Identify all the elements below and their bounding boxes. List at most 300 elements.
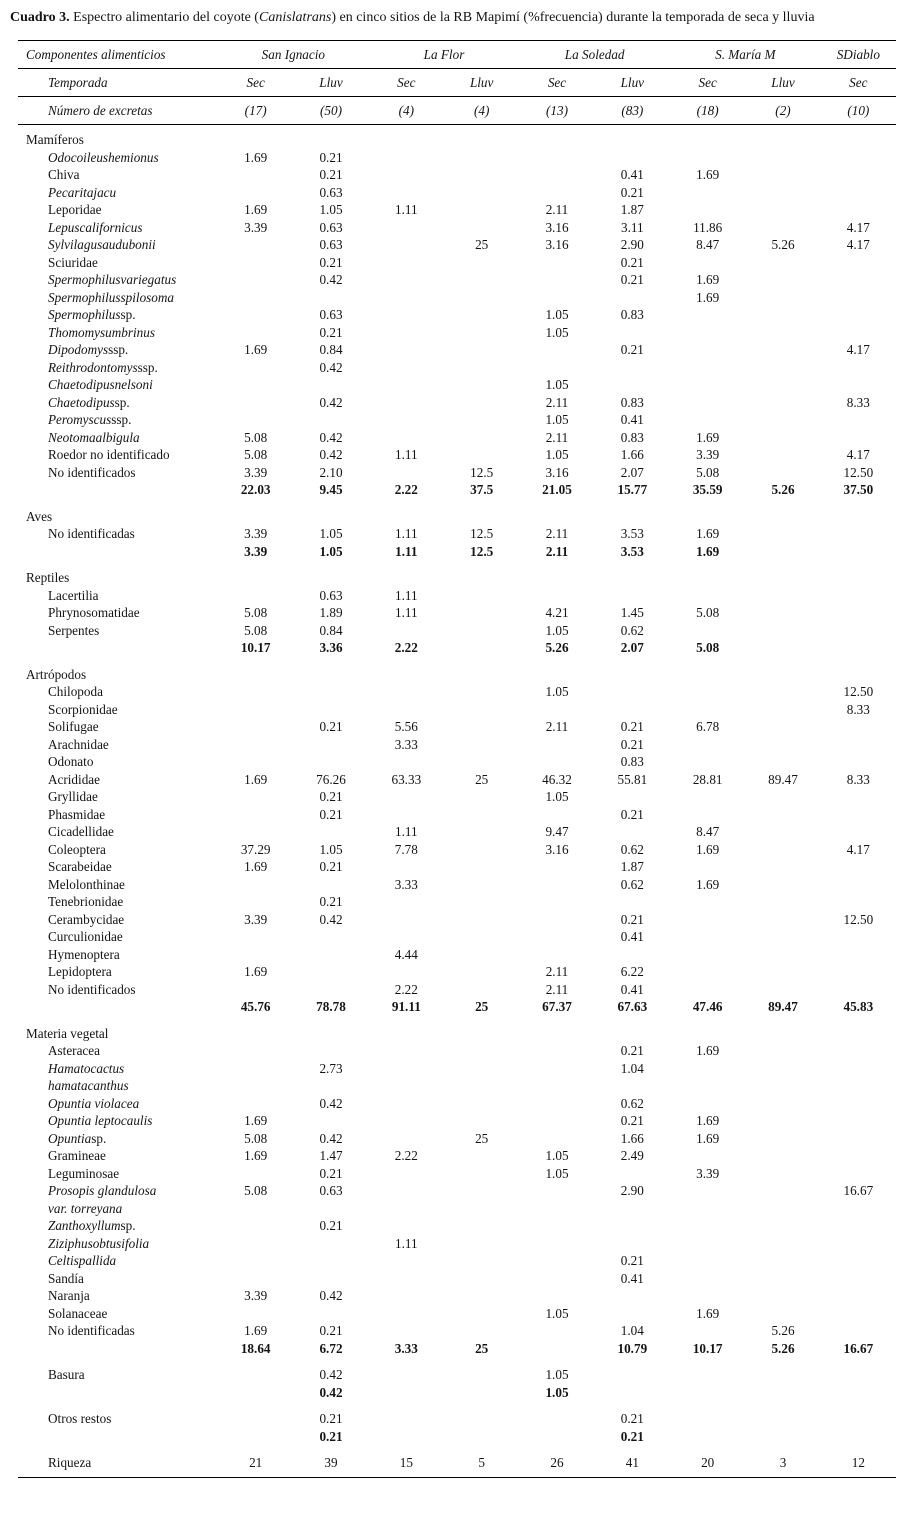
- frequency-value: 0.41: [620, 412, 644, 427]
- frequency-value: 67.63: [617, 999, 648, 1014]
- frequency-value: 10.17: [240, 640, 271, 655]
- subtotal-row: [18, 998, 896, 1016]
- frequency-value: 20: [701, 1455, 715, 1470]
- frequency-value: 3.33: [394, 876, 418, 892]
- frequency-value: 1.69: [244, 342, 268, 357]
- frequency-value: 0.21: [319, 1165, 343, 1181]
- frequency-value: 1.11: [395, 202, 418, 217]
- item-row: [18, 1147, 896, 1165]
- frequency-value: 5.08: [244, 622, 268, 638]
- caption-number: Cuadro 3.: [10, 10, 70, 25]
- excreta-count: (10): [847, 103, 870, 118]
- component-label: [18, 394, 218, 412]
- component-name: Sandía: [48, 1270, 84, 1286]
- frequency-value: 2.11: [545, 526, 569, 541]
- frequency-value: 0.42: [319, 1384, 343, 1400]
- component-name: Sylvilagusaudubonii: [48, 237, 156, 252]
- component-name: Curculionidae: [48, 929, 123, 944]
- frequency-value: 1.87: [620, 202, 644, 217]
- component-label: [18, 771, 218, 789]
- item-row: [18, 946, 896, 964]
- item-row: [18, 753, 896, 771]
- component-name: Chilopoda: [48, 684, 103, 699]
- frequency-value: 0.42: [319, 1367, 343, 1382]
- frequency-value: 0.21: [319, 859, 343, 874]
- component-name: Materia vegetal: [26, 1025, 109, 1041]
- frequency-value: 0.42: [319, 272, 343, 287]
- component-label: [18, 911, 218, 929]
- frequency-value: 21: [249, 1455, 263, 1470]
- frequency-value: 5.26: [545, 640, 569, 655]
- season-header: Lluv: [319, 75, 343, 90]
- frequency-value: 16.67: [843, 1183, 874, 1198]
- frequency-value: 0.83: [620, 754, 644, 769]
- frequency-value: 0.21: [319, 1323, 343, 1338]
- frequency-value: 0.63: [319, 1183, 343, 1198]
- component-name: Solanaceae: [48, 1305, 108, 1321]
- subtotal-row: [18, 639, 896, 657]
- item-row: [18, 254, 896, 272]
- frequency-value: 25: [475, 771, 489, 787]
- item-row: [18, 236, 896, 254]
- component-name: Chaetodipusnelsoni: [48, 377, 153, 392]
- component-name: Scorpionidae: [48, 701, 118, 717]
- subtotal-row: [18, 543, 896, 561]
- frequency-value: 37.29: [240, 841, 271, 857]
- season-header: Sec: [849, 75, 868, 90]
- frequency-value: 2.10: [319, 464, 343, 480]
- component-name: Ziziphusobtusifolia: [48, 1235, 150, 1251]
- frequency-value: 39: [324, 1455, 338, 1470]
- component-name: Acrididae: [48, 771, 100, 787]
- frequency-value: 1.69: [696, 1113, 720, 1128]
- frequency-value: 55.81: [617, 771, 648, 787]
- frequency-value: 12.50: [843, 684, 874, 699]
- season-header: Sec: [698, 75, 717, 90]
- component-name: Opuntia violacea: [48, 1095, 140, 1111]
- group-row: [18, 131, 896, 149]
- component-name: Chaetodipussp.: [48, 394, 130, 410]
- item-row: [18, 771, 896, 789]
- frequency-value: 2.11: [545, 981, 569, 997]
- frequency-value: 5.08: [696, 605, 720, 620]
- component-name: Arachnidae: [48, 736, 109, 752]
- frequency-value: 0.42: [319, 447, 343, 462]
- item-row: [18, 604, 896, 622]
- frequency-value: 6.22: [620, 964, 644, 979]
- frequency-value: 78.78: [316, 999, 346, 1014]
- excreta-count: (17): [244, 103, 267, 118]
- frequency-value: 5.08: [244, 447, 268, 462]
- frequency-value: 41: [625, 1455, 639, 1470]
- item-row: [18, 1217, 896, 1235]
- component-label: [18, 166, 218, 184]
- frequency-value: 4.17: [846, 841, 870, 857]
- frequency-value: 0.21: [319, 1428, 343, 1444]
- frequency-value: 47.46: [692, 999, 723, 1014]
- component-label: [18, 429, 218, 447]
- frequency-value: 0.21: [620, 1253, 644, 1268]
- frequency-value: 5.26: [771, 1340, 795, 1356]
- frequency-value: 3.39: [244, 1288, 268, 1303]
- header-row-excretas: [18, 97, 896, 125]
- frequency-value: 0.21: [319, 1411, 343, 1426]
- item-row: [18, 1042, 896, 1060]
- frequency-value: 46.32: [542, 771, 572, 787]
- frequency-value: 1.69: [696, 272, 720, 287]
- excreta-count: (4): [473, 103, 490, 118]
- excreta-count: (4): [398, 103, 415, 118]
- frequency-value: 0.41: [620, 981, 644, 997]
- frequency-value: 1.69: [696, 1043, 720, 1058]
- frequency-value: 5.08: [244, 605, 268, 620]
- item-row: [18, 622, 896, 640]
- excreta-count: (2): [775, 103, 791, 118]
- component-name: Mamíferos: [26, 132, 84, 147]
- frequency-value: 1.69: [244, 771, 268, 787]
- item-row: [18, 893, 896, 911]
- caption-text-2: ) en cinco sitios de la RB Mapimí (%frecuencia) durante la temporada de seca y lluvia: [331, 10, 815, 25]
- frequency-value: 1.69: [696, 543, 720, 559]
- component-label: [18, 525, 218, 543]
- site-header: La Soledad: [564, 47, 625, 62]
- component-name: Cicadellidae: [48, 824, 114, 839]
- frequency-value: 0.21: [620, 272, 644, 287]
- component-label: [18, 219, 218, 237]
- frequency-value: 5.26: [771, 237, 795, 252]
- frequency-value: 3.39: [244, 464, 268, 480]
- component-name: Opuntia leptocaulis: [48, 1113, 153, 1128]
- component-label: [18, 376, 218, 394]
- frequency-value: 0.21: [620, 1113, 644, 1128]
- frequency-value: 0.21: [319, 719, 343, 734]
- frequency-value: 0.21: [620, 1043, 644, 1058]
- component-name: No identificados: [48, 981, 136, 997]
- frequency-value: 8.47: [696, 824, 720, 839]
- frequency-value: 1.05: [545, 684, 569, 699]
- frequency-value: 25: [475, 1130, 489, 1146]
- frequency-value: 2.11: [545, 202, 569, 217]
- site-header: San Ignacio: [261, 47, 326, 62]
- item-row: [18, 394, 896, 412]
- component-label: [18, 1147, 218, 1165]
- component-label: [18, 306, 218, 324]
- frequency-value: 0.21: [319, 324, 343, 340]
- frequency-value: 2.11: [545, 429, 569, 445]
- component-name: Phrynosomatidae: [48, 605, 140, 620]
- component-label: [18, 201, 218, 219]
- component-name: Lepuscalifornicus: [48, 219, 143, 235]
- component-name: Spermophilusvariegatus: [48, 272, 177, 287]
- frequency-value: 1.05: [319, 526, 343, 541]
- frequency-value: 22.03: [240, 482, 271, 497]
- frequency-value: 1.05: [545, 1367, 569, 1382]
- component-name: Hamatocactus: [48, 1060, 125, 1076]
- item-row: [18, 1182, 896, 1217]
- component-name: Pecaritajacu: [48, 184, 117, 200]
- frequency-value: 76.26: [316, 771, 346, 787]
- frequency-value: 5.08: [244, 1183, 268, 1198]
- frequency-value: 0.83: [620, 394, 644, 410]
- frequency-value: 1.11: [395, 447, 418, 462]
- frequency-value: 2.49: [620, 1148, 644, 1163]
- frequency-value: 1.05: [545, 789, 569, 804]
- component-name: Tenebrionidae: [48, 894, 124, 909]
- component-label: [18, 446, 218, 464]
- frequency-value: 1.05: [545, 622, 569, 638]
- frequency-value: 1.04: [620, 1323, 644, 1338]
- frequency-value: 11.86: [693, 219, 723, 235]
- item-row: [18, 1095, 896, 1113]
- frequency-value: 0.21: [319, 149, 343, 165]
- component-name: Dipodomysssp.: [48, 342, 129, 357]
- component-label: [18, 184, 218, 202]
- component-name-line2: hamatacanthus: [48, 1078, 129, 1093]
- frequency-value: 89.47: [768, 999, 798, 1014]
- frequency-value: 35.59: [692, 482, 723, 497]
- item-row: [18, 289, 896, 307]
- frequency-value: 3.39: [696, 1165, 720, 1181]
- frequency-value: 0.41: [620, 167, 644, 182]
- component-label: [18, 1410, 218, 1428]
- frequency-value: 1.05: [545, 412, 569, 427]
- frequency-value: 12: [851, 1455, 865, 1470]
- item-row: [18, 858, 896, 876]
- frequency-value: 8.47: [696, 237, 720, 252]
- frequency-value: 0.21: [319, 1218, 343, 1233]
- diet-spectrum-table: [18, 40, 896, 1478]
- subtotal-row: [18, 1428, 896, 1446]
- item-row: [18, 1235, 896, 1253]
- frequency-value: 3.39: [244, 219, 268, 235]
- item-row: [18, 429, 896, 447]
- component-label: [18, 823, 218, 841]
- frequency-value: 3.11: [621, 219, 644, 235]
- component-name-line2: var. torreyana: [48, 1200, 123, 1216]
- item-row: [18, 928, 896, 946]
- frequency-value: 25: [475, 1340, 489, 1356]
- item-row: [18, 841, 896, 859]
- component-label: [18, 981, 218, 999]
- component-label: [18, 666, 218, 684]
- item-row: [18, 271, 896, 289]
- excreta-count: (13): [546, 103, 568, 118]
- frequency-value: 0.62: [620, 622, 644, 638]
- component-label: [18, 736, 218, 754]
- item-row: [18, 376, 896, 394]
- component-name: Celtispallida: [48, 1253, 117, 1268]
- component-name: Prosopis glandulosa: [48, 1183, 157, 1198]
- frequency-value: 0.63: [319, 219, 343, 235]
- item-row: [18, 446, 896, 464]
- group-row: [18, 569, 896, 587]
- site-header: SDiablo: [836, 47, 880, 62]
- frequency-value: 1.05: [545, 447, 569, 462]
- excreta-count: (83): [621, 103, 644, 118]
- component-label: [18, 841, 218, 859]
- frequency-value: 1.11: [395, 605, 418, 620]
- component-name: No identificadas: [48, 1323, 135, 1338]
- item-row: [18, 683, 896, 701]
- frequency-value: 1.69: [244, 1113, 268, 1128]
- frequency-value: 3.39: [244, 526, 268, 541]
- component-name: Serpentes: [48, 622, 100, 638]
- component-name: Asteracea: [48, 1043, 100, 1058]
- component-label: [18, 1130, 218, 1148]
- header-row-seasons: [18, 69, 896, 97]
- frequency-value: 0.84: [319, 622, 343, 638]
- component-name: Gramineae: [48, 1148, 106, 1163]
- item-row: [18, 1287, 896, 1305]
- frequency-value: 45.76: [240, 999, 271, 1014]
- frequency-value: 5.08: [696, 464, 720, 480]
- component-label: [18, 1025, 218, 1043]
- frequency-value: 3.39: [244, 543, 268, 559]
- frequency-value: 1.69: [244, 859, 268, 874]
- frequency-value: 2.11: [545, 394, 569, 410]
- component-name: Lacertilia: [48, 587, 99, 603]
- frequency-value: 1.45: [620, 605, 644, 620]
- frequency-value: 1.69: [244, 1148, 268, 1163]
- component-label: [18, 324, 218, 342]
- item-row: [18, 1252, 896, 1270]
- component-name: Melolonthinae: [48, 876, 125, 892]
- frequency-value: 1.69: [244, 1323, 268, 1338]
- frequency-value: 1.66: [620, 447, 644, 462]
- item-row: [18, 1165, 896, 1183]
- table-caption: [10, 5, 906, 30]
- frequency-value: 0.83: [620, 429, 644, 445]
- frequency-value: 0.42: [319, 429, 343, 445]
- frequency-value: 3.39: [244, 911, 268, 927]
- frequency-value: 45.83: [843, 999, 874, 1014]
- frequency-value: 9.47: [545, 824, 569, 839]
- frequency-value: 2.11: [545, 719, 569, 734]
- component-label: [18, 1366, 218, 1384]
- frequency-value: 4.17: [846, 219, 870, 235]
- frequency-value: 3: [779, 1455, 787, 1470]
- caption-text-1: Espectro alimentario del coyote (: [69, 10, 259, 25]
- component-label: [18, 604, 218, 622]
- frequency-value: 4.17: [846, 237, 870, 252]
- frequency-value: 26: [550, 1455, 564, 1470]
- component-label: [18, 963, 218, 981]
- component-label: [18, 1252, 218, 1270]
- site-header: S. María M: [715, 47, 776, 62]
- frequency-value: 5.26: [771, 1323, 795, 1338]
- component-name: Cerambycidae: [48, 911, 125, 927]
- frequency-value: 1.69: [244, 964, 268, 979]
- item-row: [18, 525, 896, 543]
- frequency-value: 2.11: [545, 964, 569, 979]
- item-row: [18, 718, 896, 736]
- season-header: Sec: [397, 75, 416, 90]
- component-name: No identificadas: [48, 526, 135, 541]
- item-row: [18, 701, 896, 719]
- frequency-value: 2.22: [394, 482, 418, 497]
- item-row: [18, 1322, 896, 1340]
- frequency-value: 1.05: [545, 307, 569, 322]
- frequency-value: 1.11: [395, 526, 418, 541]
- frequency-value: 0.21: [319, 806, 343, 822]
- frequency-value: 12.50: [843, 911, 874, 927]
- frequency-value: 37.50: [843, 482, 874, 497]
- component-label: [18, 464, 218, 482]
- frequency-value: 28.81: [692, 771, 723, 787]
- frequency-value: 1.69: [696, 841, 720, 857]
- group-row: [18, 666, 896, 684]
- subtotal-row: [18, 481, 896, 499]
- component-name: Odocoileushemionus: [48, 149, 159, 165]
- frequency-value: 3.53: [620, 526, 644, 541]
- frequency-value: 0.84: [319, 342, 343, 357]
- component-name: Coleoptera: [48, 841, 106, 857]
- frequency-value: 0.21: [620, 806, 644, 822]
- component-name: Basura: [48, 1367, 85, 1382]
- component-name: Roedor no identificado: [48, 447, 170, 462]
- item-row: [18, 823, 896, 841]
- frequency-value: 4.21: [545, 605, 569, 620]
- component-label: [18, 806, 218, 824]
- component-label: [18, 254, 218, 272]
- frequency-value: 37.5: [470, 482, 494, 497]
- frequency-value: 21.05: [542, 482, 572, 497]
- frequency-value: 12.50: [843, 464, 874, 480]
- item-row: [18, 981, 896, 999]
- component-label: [18, 271, 218, 289]
- item-row: [18, 788, 896, 806]
- frequency-value: 1.89: [319, 605, 343, 620]
- frequency-value: 2.22: [394, 1148, 418, 1163]
- frequency-value: 5.08: [244, 429, 268, 445]
- component-label: [18, 622, 218, 640]
- frequency-value: 5: [478, 1455, 485, 1470]
- component-name: Neotomaalbigula: [48, 429, 140, 445]
- frequency-value: 0.63: [319, 184, 343, 200]
- component-label: [18, 236, 218, 254]
- frequency-value: 1.11: [395, 587, 418, 603]
- frequency-value: 0.21: [319, 167, 343, 182]
- frequency-value: 63.33: [391, 771, 422, 787]
- frequency-value: 1.69: [696, 1130, 720, 1146]
- season-header: Lluv: [771, 75, 795, 90]
- frequency-value: 3.53: [620, 543, 644, 559]
- component-label: [18, 1454, 218, 1472]
- frequency-value: 1.05: [545, 1148, 569, 1163]
- component-label: [18, 701, 218, 719]
- frequency-value: 0.21: [620, 719, 644, 734]
- frequency-value: 3.16: [545, 237, 569, 252]
- component-label: [18, 508, 218, 526]
- component-label: [18, 1112, 218, 1130]
- component-name: Leporidae: [48, 202, 102, 217]
- frequency-value: 2.11: [545, 543, 569, 559]
- site-header: La Flor: [423, 47, 465, 62]
- item-row: [18, 219, 896, 237]
- frequency-value: 91.11: [391, 999, 421, 1014]
- frequency-value: 1.69: [696, 167, 720, 182]
- frequency-value: 3.33: [394, 1340, 418, 1356]
- frequency-value: 1.04: [620, 1060, 644, 1076]
- component-label: [18, 1287, 218, 1305]
- component-name: Sciuridae: [48, 254, 98, 270]
- frequency-value: 10.79: [617, 1340, 648, 1356]
- frequency-value: 3.16: [545, 219, 569, 235]
- frequency-value: 12.5: [470, 526, 494, 541]
- frequency-value: 10.17: [692, 1340, 723, 1356]
- caption-species: Canislatrans: [258, 10, 332, 25]
- frequency-value: 0.63: [319, 587, 343, 603]
